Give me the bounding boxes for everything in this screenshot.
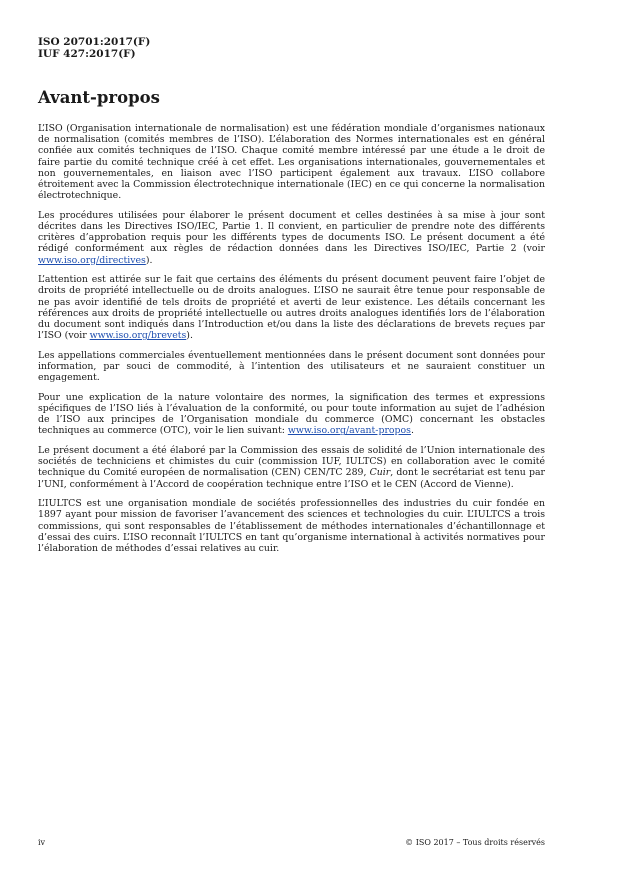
paragraph-text: Les appellations commerciales éventuellement mentionnées dans le présent document sont données pour information, par souci de commodité, à l’intention des utilisateurs et ne sauraient constituer un engagement. — [38, 349, 545, 384]
paragraph-text-end: ). — [186, 330, 193, 342]
directives-link[interactable]: www.iso.org/directives — [38, 254, 146, 266]
page-number: iv — [38, 838, 46, 847]
document-header — [38, 36, 150, 60]
paragraph-iso-intro — [38, 123, 545, 201]
paragraph-iultcs — [38, 498, 545, 554]
foreword-body — [38, 123, 545, 563]
paragraph-trade-names — [38, 350, 545, 384]
patents-link[interactable]: www.iso.org/brevets — [89, 330, 187, 342]
paragraph-text-end: ). — [145, 254, 153, 266]
paragraph-text: Le présent document a été élaboré par la Commission des essais de solidité de l’Union internationale des sociétés de techniciens et chimistes du cuir (commission IUF, IULTCS) en collaboration avec le comité technique du Comité européen de normalisation (CEN) CEN/TC 289, — [38, 445, 545, 479]
paragraph-patents — [38, 274, 545, 341]
iso-reference: ISO 20701:2017(F) — [38, 36, 151, 48]
paragraph-text-end: , dont le secrétariat est tenu par l’UNI, conformément à l’Accord de coopération technique entre l’ISO et le CEN (Accord de Vienne). — [38, 467, 545, 490]
paragraph-voluntary-nature — [38, 392, 545, 437]
iuf-reference: IUF 427:2017(F) — [38, 48, 136, 60]
page-title: Avant-propos — [38, 88, 160, 107]
paragraph-text: L’ISO (Organisation internationale de normalisation) est une fédération mondiale d’organismes nationaux de normalisation (comités membres de l’ISO). L’élaboration des Normes internationales est en général confiée aux comités techniques de l’ISO. Chaque comité membre intéressé par une étude a le droit de faire partie du comité technique créé à cet effet. Les organisations internationales, gouvernementales et non gouvernementales, en liaison avec l’ISO participent également aux travaux. L’ISO collabore étroitement avec la Commission électrotechnique internationale (IEC) en ce qui concerne la normalisation électrotechnique. — [38, 123, 545, 202]
paragraph-text: Les procédures utilisées pour élaborer le présent document et celles destinées à sa mise à jour sont décrites dans les Directives ISO/IEC, Partie 1. Il convient, en particulier de prendre note des différents critères d’approbation requis pour les différents types de documents ISO. Le présent document a été rédigé conformément aux règles de rédaction données dans les Directives ISO/IEC, Partie 2 (voir — [38, 209, 545, 255]
paragraph-text-end: . — [410, 425, 414, 437]
paragraph-directives — [38, 210, 545, 266]
committee-title-italic: Cuir — [369, 467, 391, 479]
paragraph-text: L’attention est attirée sur le fait que certains des éléments du présent document peuvent faire l’objet de droits de propriété intellectuelle ou de droits analogues. L’ISO ne saurait être tenue pour responsable de ne pas avoir identifié de tels droits de propriété et averti de leur existence. Les détails concernant les références aux droits de propriété intellectuelle ou autres droits analogues identifiés lors de l’élaboration du document sont indiqués dans l’Introduction et/ou dans la liste des déclarations de brevets reçues par l’ISO (voir — [38, 274, 545, 342]
copyright-notice: © ISO 2017 – Tous droits réservés — [405, 838, 545, 847]
paragraph-text: L’IULTCS est une organisation mondiale de sociétés professionnelles des industries du cuir fondée en 1897 ayant pour mission de favoriser l’avancement des sciences et technologies du cuir. L’IULTCS a trois commissions, qui sont responsables de l’établissement de méthodes internationales d’échantillonnage et d’essai des cuirs. L’ISO reconnaît l’IULTCS en tant qu’organisme international à activités normatives pour l’élaboration de méthodes d’essai relatives au cuir. — [38, 498, 545, 555]
paragraph-commission — [38, 445, 545, 490]
paragraph-text: Pour une explication de la nature volontaire des normes, la signification des termes et expressions spécifiques de l’ISO liés à l’évaluation de la conformité, ou pour toute information au sujet de l’adhésion de l’ISO aux principes de l’Organisation mondiale du commerce (OMC) concernant les obstacles techniques au commerce (OTC), voir le lien suivant: — [38, 391, 545, 437]
foreword-link[interactable]: www.iso.org/avant-propos — [287, 425, 411, 437]
